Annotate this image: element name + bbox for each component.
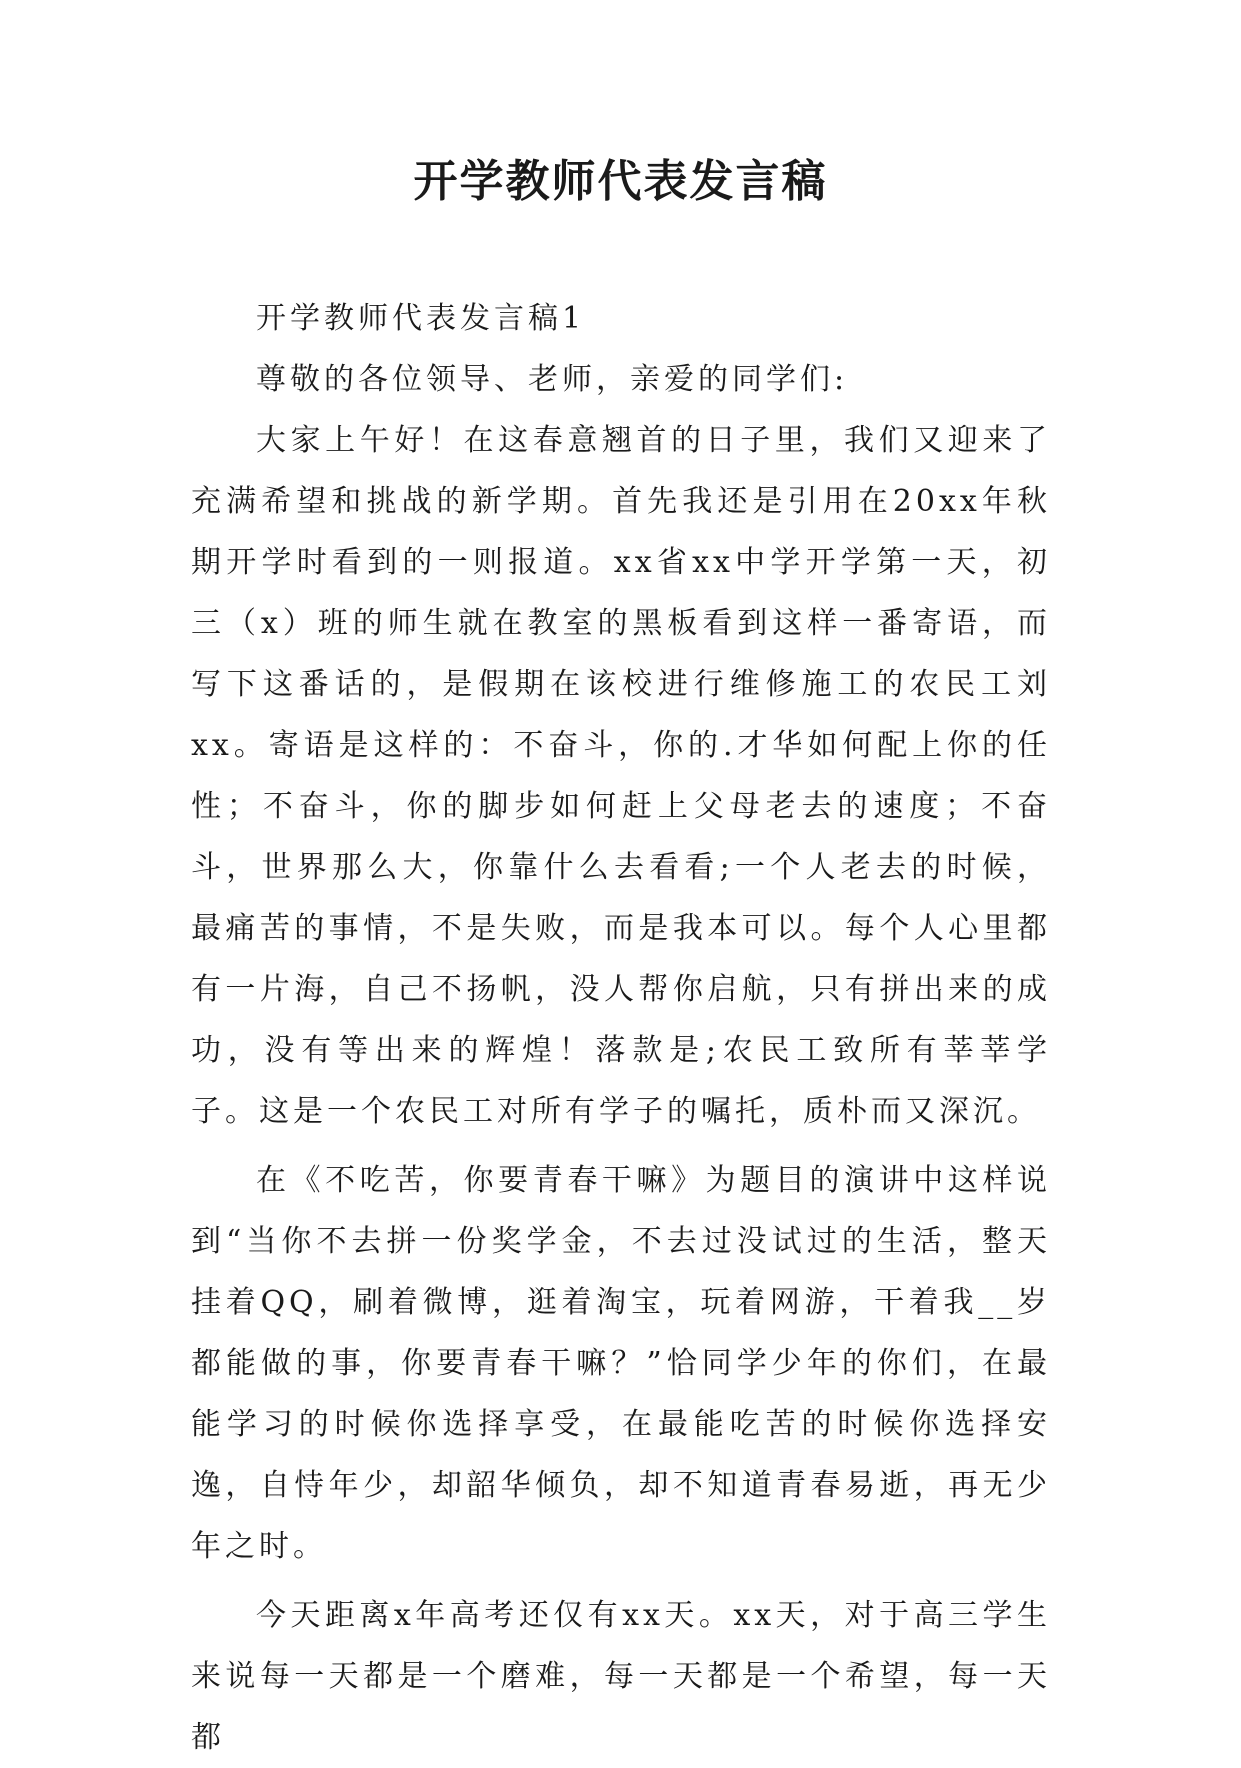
salutation-paragraph: 尊敬的各位领导、老师，亲爱的同学们: <box>256 362 849 397</box>
document-body <box>191 288 1051 1768</box>
body-paragraph: 今天距离x年高考还仅有xx天。xx天，对于高三学生来说每一天都是一个磨难，每一天都是一个希望，每一天都 <box>191 1598 1051 1755</box>
body-paragraph: 大家上午好！在这春意翘首的日子里，我们又迎来了充满希望和挑战的新学期。首先我还是引用在20xx年秋期开学时看到的一则报道。xx省xx中学开学第一天，初三（x）班的师生就在教室的黑板看到这样一番寄语，而写下这番话的，是假期在该校进行维修施工的农民工刘xx。寄语是这样的：不奋斗，你的.才华如何配上你的任性；不奋斗，你的脚步如何赶上父母老去的速度；不奋斗，世界那么大，你靠什么去看看;一个人老去的时候，最痛苦的事情，不是失败，而是我本可以。每个人心里都有一片海，自己不扬帆，没人帮你启航，只有拼出来的成功，没有等出来的辉煌！落款是;农民工致所有莘莘学子。这是一个农民工对所有学子的嘱托，质朴而又深沉。 <box>191 423 1051 1129</box>
subtitle-paragraph: 开学教师代表发言稿1 <box>256 301 586 336</box>
body-paragraph: 在《不吃苦，你要青春干嘛》为题目的演讲中这样说到“当你不去拼一份奖学金，不去过没试过的生活，整天挂着QQ，刷着微博，逛着淘宝，玩着网游，干着我__岁都能做的事，你要青春干嘛？”恰同学少年的你们，在最能学习的时候你选择享受，在最能吃苦的时候你选择安逸，自恃年少，却韶华倾负，却不知道青春易逝，再无少年之时。 <box>191 1163 1051 1564</box>
document-title: 开学教师代表发言稿 <box>413 156 828 207</box>
